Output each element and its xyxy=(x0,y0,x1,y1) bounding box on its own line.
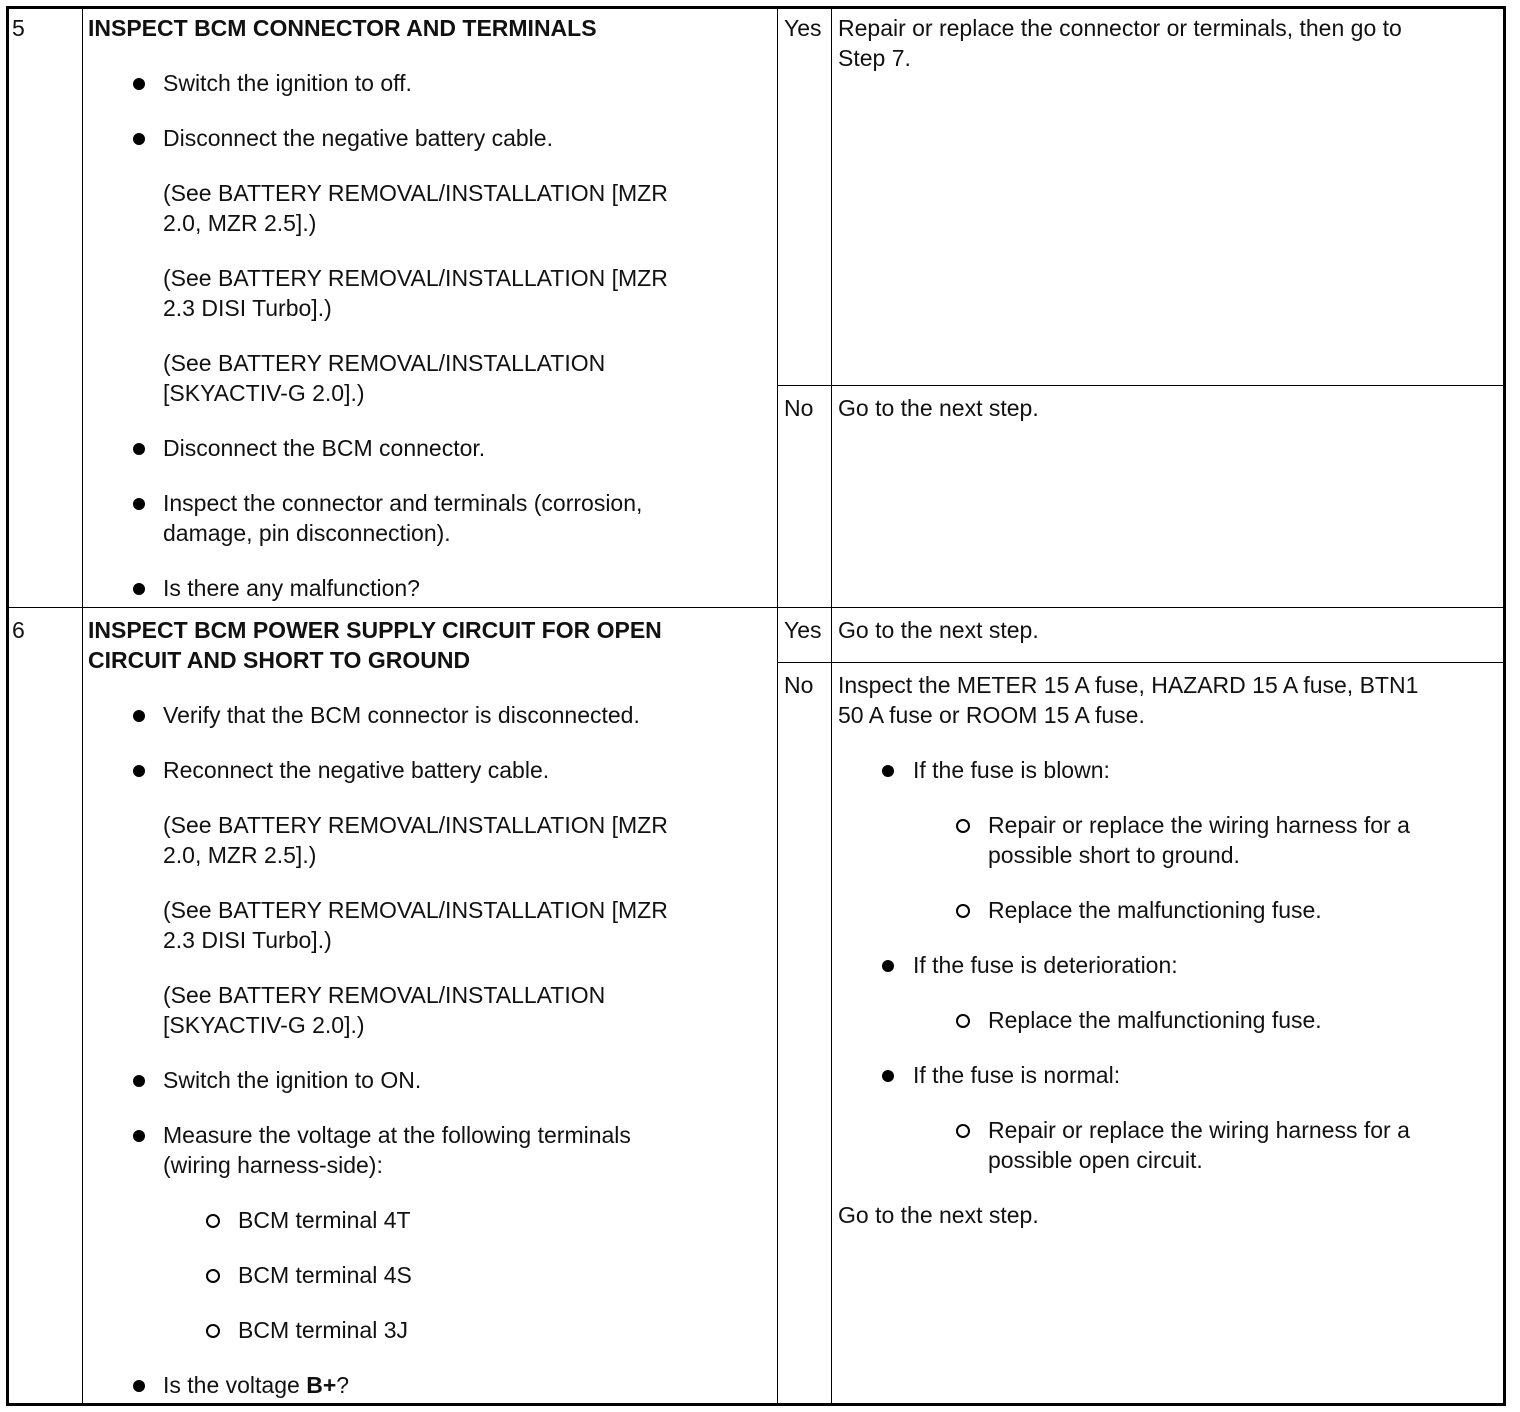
bullet-icon xyxy=(133,765,145,777)
reference-link[interactable]: (See BATTERY REMOVAL/INSTALLATION [MZR xyxy=(163,897,668,923)
result-no-label: No xyxy=(784,395,814,421)
bullet-icon xyxy=(133,78,145,90)
column-divider-step xyxy=(82,8,83,1405)
column-divider-action xyxy=(777,8,778,1405)
step-title: INSPECT BCM CONNECTOR AND TERMINALS xyxy=(88,15,597,41)
instruction: Verify that the BCM connector is disconnected. xyxy=(163,702,640,728)
bullet-icon xyxy=(882,960,894,972)
fuse-condition: If the fuse is blown: xyxy=(913,757,1110,783)
terminal-item: BCM terminal 4S xyxy=(238,1262,412,1288)
sub-bullet-icon xyxy=(956,1014,970,1028)
reference-link[interactable]: 2.3 DISI Turbo].) xyxy=(163,295,332,321)
reference-link[interactable]: 2.0, MZR 2.5].) xyxy=(163,210,317,236)
result-no-action: 50 A fuse or ROOM 15 A fuse. xyxy=(838,702,1145,728)
step-number: 5 xyxy=(12,15,25,41)
row-divider-step5-no xyxy=(778,385,1505,386)
result-yes-action[interactable]: Step 7. xyxy=(838,45,911,71)
question: Is the voltage B+? xyxy=(163,1372,350,1398)
sub-bullet-icon xyxy=(956,819,970,833)
reference-link[interactable]: [SKYACTIV-G 2.0].) xyxy=(163,380,365,406)
bullet-icon xyxy=(882,765,894,777)
result-yes-label: Yes xyxy=(784,15,822,41)
step-title: INSPECT BCM POWER SUPPLY CIRCUIT FOR OPEN xyxy=(88,617,662,643)
fuse-action: possible short to ground. xyxy=(988,842,1240,868)
bullet-icon xyxy=(882,1070,894,1082)
sub-bullet-icon xyxy=(206,1324,220,1338)
instruction: Switch the ignition to ON. xyxy=(163,1067,422,1093)
fuse-action: Repair or replace the wiring harness for a xyxy=(988,1117,1410,1143)
fuse-action: Repair or replace the wiring harness for a xyxy=(988,812,1410,838)
result-yes-label: Yes xyxy=(784,617,822,643)
row-divider-step6-no xyxy=(778,662,1505,663)
result-no-final: Go to the next step. xyxy=(838,1202,1039,1228)
reference-link[interactable]: (See BATTERY REMOVAL/INSTALLATION [MZR xyxy=(163,812,668,838)
bullet-icon xyxy=(133,1075,145,1087)
sub-bullet-icon xyxy=(956,1124,970,1138)
step-number: 6 xyxy=(12,617,25,643)
sub-bullet-icon xyxy=(206,1214,220,1228)
reference-link[interactable]: (See BATTERY REMOVAL/INSTALLATION [MZR xyxy=(163,180,668,206)
fuse-condition: If the fuse is normal: xyxy=(913,1062,1121,1088)
bullet-icon xyxy=(133,498,145,510)
instruction: damage, pin disconnection). xyxy=(163,520,451,546)
instruction: Disconnect the BCM connector. xyxy=(163,435,486,461)
bullet-icon xyxy=(133,1130,145,1142)
fuse-action: possible open circuit. xyxy=(988,1147,1203,1173)
result-no-label: No xyxy=(784,672,814,698)
reference-link[interactable]: (See BATTERY REMOVAL/INSTALLATION xyxy=(163,982,606,1008)
column-divider-result xyxy=(831,8,832,1405)
fuse-condition: If the fuse is deterioration: xyxy=(913,952,1178,978)
bullet-icon xyxy=(133,710,145,722)
question: Is there any malfunction? xyxy=(163,575,420,601)
instruction: Measure the voltage at the following terminals xyxy=(163,1122,631,1148)
bullet-icon xyxy=(133,133,145,145)
instruction: Switch the ignition to off. xyxy=(163,70,412,96)
instruction: (wiring harness-side): xyxy=(163,1152,383,1178)
result-yes-action: Go to the next step. xyxy=(838,617,1039,643)
instruction: Reconnect the negative battery cable. xyxy=(163,757,550,783)
sub-bullet-icon xyxy=(956,904,970,918)
terminal-item: BCM terminal 4T xyxy=(238,1207,411,1233)
result-no-action: Inspect the METER 15 A fuse, HAZARD 15 A fuse, BTN1 xyxy=(838,672,1419,698)
reference-link[interactable]: 2.0, MZR 2.5].) xyxy=(163,842,317,868)
instruction: Disconnect the negative battery cable. xyxy=(163,125,553,151)
result-no-action: Go to the next step. xyxy=(838,395,1039,421)
instruction: Inspect the connector and terminals (corrosion, xyxy=(163,490,643,516)
reference-link[interactable]: (See BATTERY REMOVAL/INSTALLATION xyxy=(163,350,606,376)
reference-link[interactable]: [SKYACTIV-G 2.0].) xyxy=(163,1012,365,1038)
sub-bullet-icon xyxy=(206,1269,220,1283)
step-title: CIRCUIT AND SHORT TO GROUND xyxy=(88,647,471,673)
row-divider-step6 xyxy=(8,607,1505,608)
bullet-icon xyxy=(133,583,145,595)
bullet-icon xyxy=(133,443,145,455)
fuse-action: Replace the malfunctioning fuse. xyxy=(988,897,1322,923)
bullet-icon xyxy=(133,1380,145,1392)
reference-link[interactable]: 2.3 DISI Turbo].) xyxy=(163,927,332,953)
fuse-action: Replace the malfunctioning fuse. xyxy=(988,1007,1322,1033)
reference-link[interactable]: (See BATTERY REMOVAL/INSTALLATION [MZR xyxy=(163,265,668,291)
terminal-item: BCM terminal 3J xyxy=(238,1317,408,1343)
result-yes-action: Repair or replace the connector or terminals, then go to xyxy=(838,15,1402,41)
